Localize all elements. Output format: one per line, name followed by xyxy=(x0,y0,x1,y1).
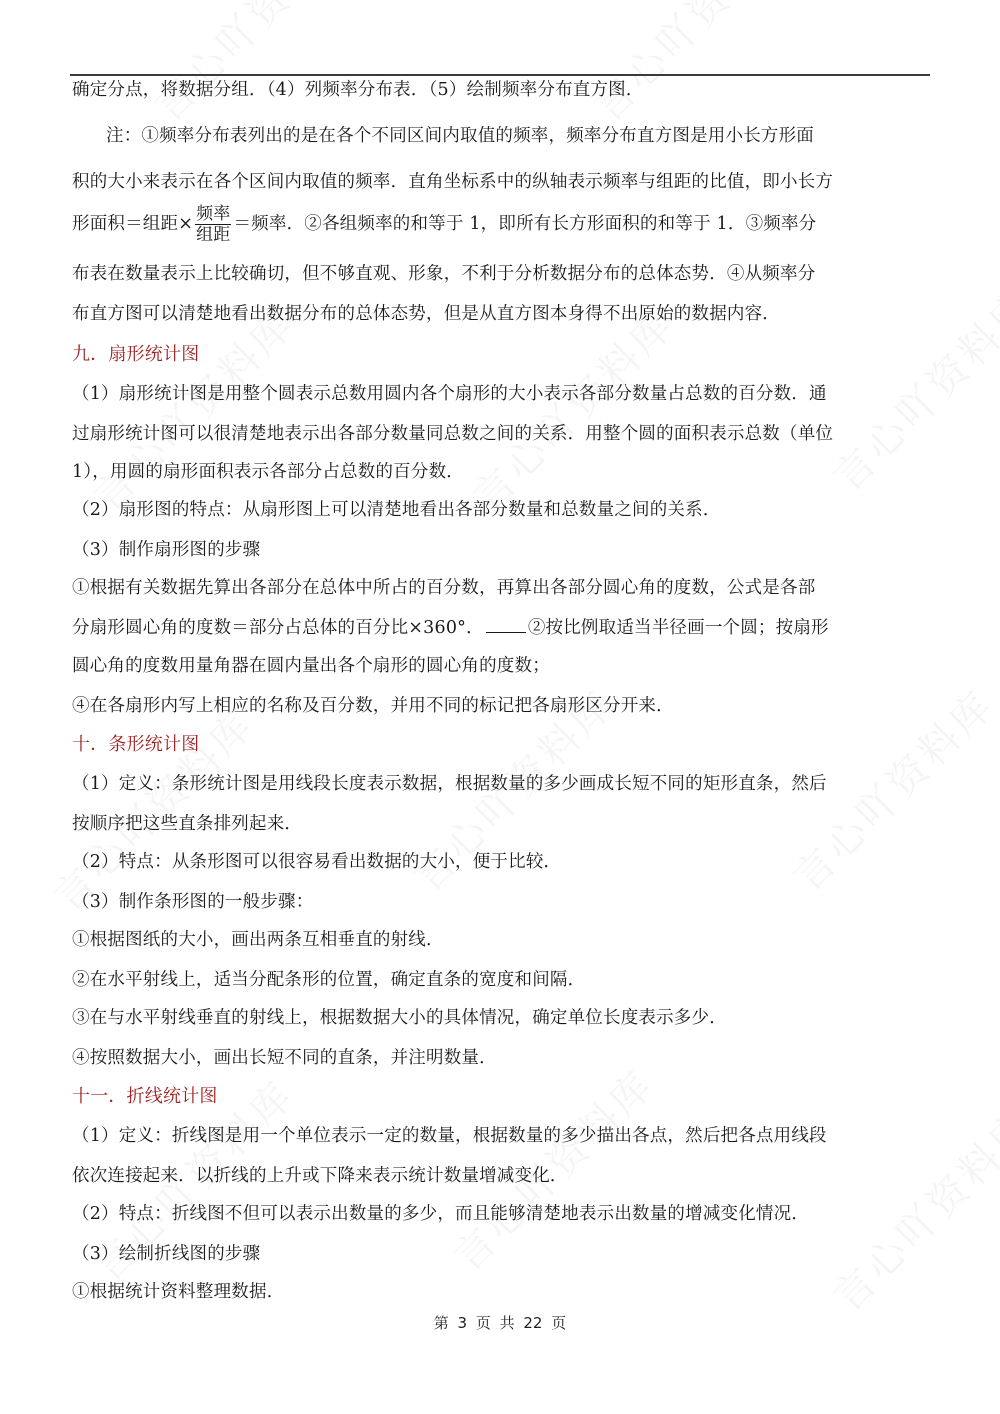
watermark xyxy=(79,295,306,522)
formula-text: 形面积＝组距× xyxy=(72,214,194,234)
paragraph-line: （3）绘制折线图的步骤 xyxy=(72,1244,261,1264)
paragraph-line: ①根据统计资料整理数据． xyxy=(72,1282,285,1302)
fill-in-blank xyxy=(486,631,526,633)
paragraph-line: 布直方图可以清楚地看出数据分布的总体态势，但是从直方图本身得不出原始的数据内容． xyxy=(72,304,780,324)
paragraph-line: ①根据有关数据先算出各部分在总体中所占的百分数，再算出各部分圆心角的度数，公式是各部 xyxy=(72,578,816,598)
paragraph-line: 布表在数量表示上比较确切，但不够直观、形象，不利于分析数据分布的总体态势．④从频率分 xyxy=(72,264,816,284)
paragraph-line: ③在与水平射线垂直的射线上，根据数据大小的具体情况，确定单位长度表示多少． xyxy=(72,1008,727,1028)
paragraph-line: （2）扇形图的特点：从扇形图上可以清楚地看出各部分数量和总数量之间的关系． xyxy=(72,500,721,520)
paragraph-line: 确定分点，将数据分组．（4）列频率分布表．（5）绘制频率分布直方图． xyxy=(72,80,644,100)
watermark xyxy=(819,1095,1000,1322)
paragraph-line: ②在水平射线上，适当分配条形的位置，确定直条的宽度和间隔． xyxy=(72,970,586,990)
paragraph-line: 过扇形统计图可以很清楚地表示出各部分数量同总数之间的关系．用整个圆的面积表示总数（单位 xyxy=(72,424,834,444)
watermark xyxy=(459,295,686,522)
paragraph-line: （2）特点：从条形图可以很容易看出数据的大小，便于比较． xyxy=(72,852,562,872)
watermark xyxy=(579,0,806,132)
paragraph-line: 圆心角的度数用量角器在圆内量出各个扇形的圆心角的度数； xyxy=(72,656,550,676)
fraction-denominator: 组距 xyxy=(196,225,231,245)
formula-line xyxy=(72,204,816,245)
section-heading-pie-chart: 九．扇形统计图 xyxy=(72,344,200,365)
watermark xyxy=(139,0,366,132)
paragraph-line: 1），用圆的扇形面积表示各部分占总数的百分数． xyxy=(72,462,464,482)
watermark xyxy=(819,275,1000,502)
paragraph-line: 注：①频率分布表列出的是在各个不同区间内取值的频率，频率分布直方图是用小长方形面 xyxy=(106,126,814,146)
paragraph-line: ④按照数据大小，画出长短不同的直条，并注明数量． xyxy=(72,1048,497,1068)
paragraph-line: （1）定义：折线图是用一个单位表示一定的数量，根据数量的多少描出各点，然后把各点用线段 xyxy=(72,1126,827,1146)
page-number: 第 3 页 共 22 页 xyxy=(433,1314,567,1332)
paragraph-line: （3）制作条形图的一般步骤： xyxy=(72,892,314,912)
paragraph-text: 分扇形圆心角的度数＝部分占总体的百分比×360°． xyxy=(72,618,484,638)
paragraph-line: （1）定义：条形统计图是用线段长度表示数据，根据数量的多少画成长短不同的矩形直条，然后 xyxy=(72,774,827,794)
paragraph-line: ①根据图纸的大小，画出两条互相垂直的射线． xyxy=(72,930,444,950)
paragraph-line: （1）扇形统计图是用整个圆表示总数用圆内各个扇形的大小表示各部分数量占总数的百分数．通 xyxy=(72,384,827,404)
paragraph-line: 按顺序把这些直条排列起来． xyxy=(72,814,303,834)
paragraph-line: （3）制作扇形图的步骤 xyxy=(72,540,261,560)
formula-text: ＝频率．②各组频率的和等于 1，即所有长方形面积的和等于 1．③频率分 xyxy=(233,214,817,234)
paragraph-line: （2）特点：折线图不但可以表示出数量的多少，而且能够清楚地表示出数量的增减变化情况． xyxy=(72,1204,810,1224)
section-heading-bar-chart: 十．条形统计图 xyxy=(72,734,200,755)
fraction xyxy=(195,204,231,245)
paragraph-line: 依次连接起来．以折线的上升或下降来表示统计数量增减变化． xyxy=(72,1166,568,1186)
paragraph-text: ②按比例取适当半径画一个圆；按扇形 xyxy=(527,618,829,638)
section-heading-line-chart: 十一．折线统计图 xyxy=(72,1086,218,1107)
formula-line xyxy=(72,614,829,639)
paragraph-line: ④在各扇形内写上相应的名称及百分数，并用不同的标记把各扇形区分开来． xyxy=(72,696,674,716)
fraction-numerator: 频率 xyxy=(196,204,231,224)
paragraph-line: 积的大小来表示在各个区间内取值的频率．直角坐标系中的纵轴表示频率与组距的比值，即小长方 xyxy=(72,172,834,192)
